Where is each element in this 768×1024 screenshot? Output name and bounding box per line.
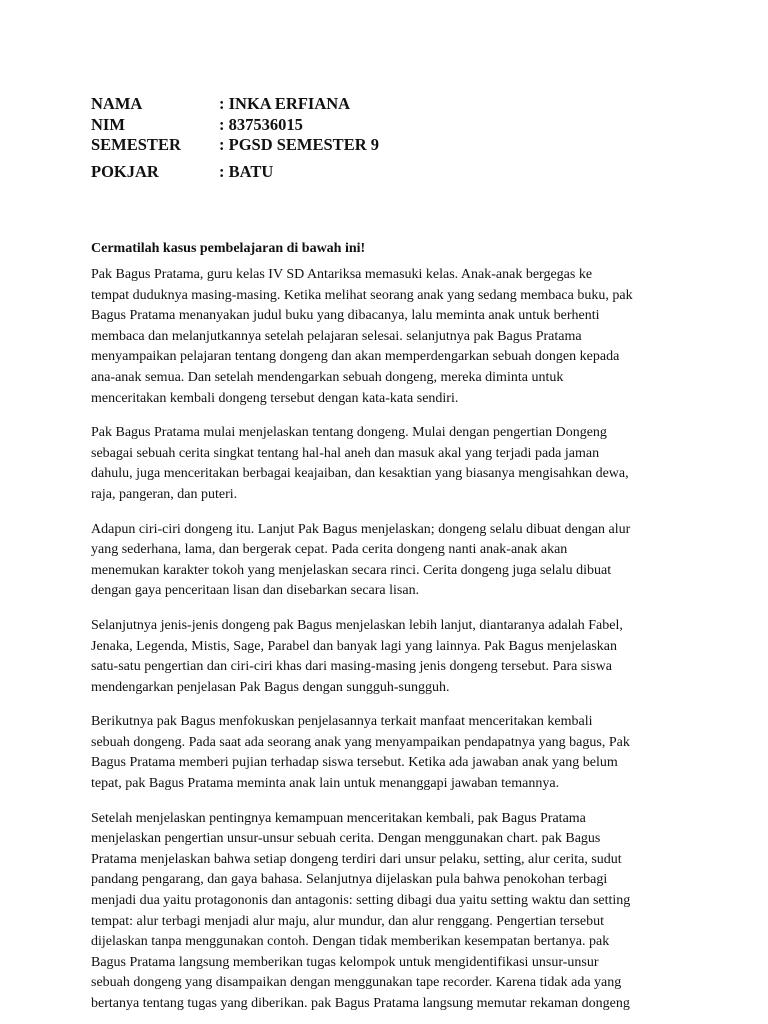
info-row-nama	[91, 94, 379, 115]
text-line: Bagus Pratama memberi pujian terhadap siswa tersebut. Ketika ada jawaban anak yang belum	[91, 755, 618, 771]
info-label: NIM	[91, 114, 125, 134]
paragraph	[91, 520, 681, 602]
text-line: tempat: alur terbagi menjadi alur maju, alur mundur, dan alur renggang. Pengertian tersebut	[91, 913, 604, 929]
text-line: dahulu, juga menceritakan berbagai keajaiban, dan kesaktian yang biasanya mengisahkan dewa,	[91, 466, 629, 482]
text-line: sebuah dongeng. Pada saat ada seorang anak yang menyampaikan pendapatnya yang bagus, Pak	[91, 734, 630, 750]
text-line: raja, pangeran, dan puteri.	[91, 486, 238, 502]
case-study-body	[91, 265, 681, 1024]
paragraph	[91, 712, 681, 794]
instruction-heading: Cermatilah kasus pembelajaran di bawah ini!	[91, 241, 366, 256]
info-label: POKJAR	[91, 161, 159, 181]
info-row-semester	[91, 135, 379, 156]
text-line: bertanya tentang tugas yang diberikan. pak Bagus Pratama langsung memutar rekaman dongeng	[91, 996, 630, 1011]
paragraph	[91, 616, 681, 698]
text-line: menceritakan kembali dongeng tersebut dengan kata-kata sendiri.	[91, 390, 459, 406]
text-line: Pak Bagus Pratama mulai menjelaskan tentang dongeng. Mulai dengan pengertian Dongeng	[91, 425, 607, 441]
text-line: tempat duduknya masing-masing. Ketika melihat seorang anak yang sedang membaca buku, pak	[91, 287, 633, 303]
text-line: menjelaskan pengertian unsur-unsur sebuah cerita. Dengan menggunakan chart. pak Bagus	[91, 831, 601, 847]
text-line: pandang pengarang, dan gaya bahasa. Selanjutnya dijelaskan pula bahwa penokohan terbagi	[91, 872, 608, 888]
text-line: Pak Bagus Pratama, guru kelas IV SD Antariksa memasuki kelas. Anak-anak bergegas ke	[91, 267, 593, 282]
text-line: Selanjutnya jenis-jenis dongeng pak Bagus menjelaskan lebih lanjut, diantaranya adalah Fabel,	[91, 617, 623, 633]
paragraph	[91, 423, 681, 505]
text-line: Jenaka, Legenda, Mistis, Sage, Parabel dan banyak lagi yang lainnya. Pak Bagus menjelaskan	[91, 638, 618, 654]
text-line: mendengarkan penjelasan Pak Bagus dengan sungguh-sungguh.	[91, 679, 450, 695]
text-line: Berikutnya pak Bagus menfokuskan penjelasannya terkait manfaat menceritakan kembali	[91, 714, 593, 730]
text-line: Setelah menjelaskan pentingnya kemampuan menceritakan kembali, pak Bagus Pratama	[91, 810, 586, 826]
info-row-pokjar	[91, 162, 379, 183]
text-line: menemukan karakter tokoh yang menjelaskan secara rinci. Cerita dongeng juga selalu dibuat	[91, 562, 612, 578]
text-line: ana-anak semua. Dan setelah mendengarkan sebuah dongeng, mereka diminta untuk	[91, 369, 564, 385]
text-line: Bagus Pratama menanyakan judul buku yang dibacanya, lalu meminta anak untuk berhenti	[91, 308, 600, 324]
info-row-nim	[91, 115, 379, 136]
text-line: sebagai sebuah cerita singkat tentang hal-hal aneh dan masuk akal yang terjadi pada jaman	[91, 445, 600, 461]
text-line: dijelaskan tanpa menggunakan contoh. Dengan tidak memberikan kesempatan bertanya. pak	[91, 934, 610, 950]
info-value: : BATU	[219, 161, 274, 181]
text-line: yang sederhana, lama, dan bergerak cepat. Pada cerita dongeng nanti anak-anak akan	[91, 542, 568, 558]
info-label: NAMA	[91, 94, 143, 113]
text-line: dengan gaya penceritaan lisan dan disebarkan secara lisan.	[91, 583, 420, 599]
info-value: : PGSD SEMESTER 9	[219, 135, 379, 154]
info-label: SEMESTER	[91, 135, 181, 154]
text-line: menyampaikan pelajaran tentang dongeng dan akan memperdengarkan sebuah dongen kepada	[91, 349, 620, 365]
paragraph	[91, 265, 681, 409]
text-line: tepat, pak Bagus Pratama meminta anak lain untuk menanggapi jawaban temannya.	[91, 776, 560, 792]
text-line: membaca dan melanjutkannya setelah pelajaran selesai. selanjutnya pak Bagus Pratama	[91, 328, 582, 344]
text-line: Pratama menjelaskan bahwa setiap dongeng terdiri dari unsur pelaku, setting, alur cerita, sudut	[91, 851, 622, 867]
student-info-header	[91, 94, 379, 182]
text-line: sebuah dongeng yang disampaikan dengan menggunakan tape recorder. Karena tidak ada yang	[91, 975, 622, 991]
text-line: satu-satu pengertian dan ciri-ciri khas dari masing-masing jenis dongeng tersebut. Para siswa	[91, 659, 612, 675]
info-value: : 837536015	[219, 114, 303, 134]
info-value: : INKA ERFIANA	[219, 94, 351, 113]
paragraph	[91, 809, 681, 1015]
text-line: Bagus Pratama langsung memberikan tugas kelompok untuk mengidentifikasi unsur-unsur	[91, 954, 599, 970]
text-line: Adapun ciri-ciri dongeng itu. Lanjut Pak Bagus menjelaskan; dongeng selalu dibuat dengan alur	[91, 521, 631, 537]
text-line: menjadi dua yaitu protagononis dan antagonis: setting dibagi dua yaitu setting waktu dan setting	[91, 893, 631, 909]
